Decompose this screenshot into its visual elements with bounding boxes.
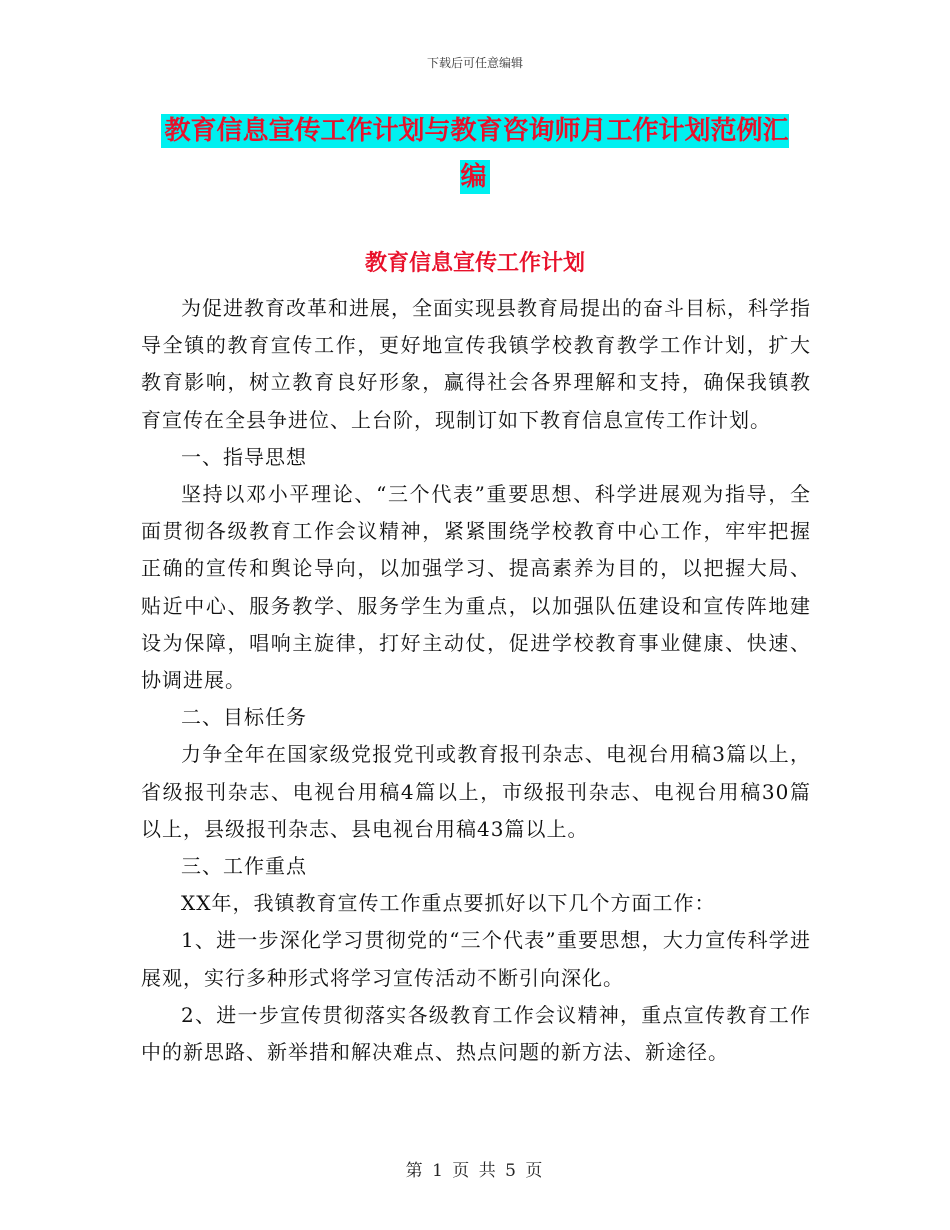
- paragraph-target-tasks: 力争全年在国家级党报党刊或教育报刊杂志、电视台用稿3篇以上，省级报刊杂志、电视台用稿4篇以上，市级报刊杂志、电视台用稿30篇以上，县级报刊杂志、县电视台用稿43篇以上。: [141, 742, 811, 841]
- page-number: 第 1 页 共 5 页: [405, 1161, 545, 1181]
- document-title: [150, 108, 800, 200]
- heading-work-focus: 三、工作重点: [181, 854, 307, 879]
- list-item-focus-2: 2、进一步宣传贯彻落实各级教育工作会议精神，重点宣传教育工作中的新思路、新举措和解决难点、热点问题的新方法、新途径。: [141, 1002, 811, 1065]
- heading-guiding-ideology: 一、指导思想: [181, 444, 307, 469]
- document-body: [141, 290, 811, 1071]
- paragraph-work-focus-intro: XX年，我镇教育宣传工作重点要抓好以下几个方面工作：: [181, 891, 716, 916]
- document-title-text: 教育信息宣传工作计划与教育咨询师月工作计划范例汇编: [161, 114, 788, 194]
- paragraph-guiding-ideology: 坚持以邓小平理论、“三个代表”重要思想、科学进展观为指导，全面贯彻各级教育工作会议精神，紧紧围绕学校教育中心工作，牢牢把握正确的宣传和舆论导向，以加强学习、提高素养为目的，以把握大局、贴近中心、服务教学、服务学生为重点，以加强队伍建设和宣传阵地建设为保障，唱响主旋律，打好主动仗，促进学校教育事业健康、快速、协调进展。: [141, 482, 811, 693]
- list-item-focus-1: 1、进一步深化学习贯彻党的“三个代表”重要思想，大力宣传科学进展观，实行多种形式将学习宣传活动不断引向深化。: [141, 928, 811, 990]
- paragraph-intro: 为促进教育改革和进展，全面实现县教育局提出的奋斗目标，科学指导全镇的教育宣传工作，更好地宣传我镇学校教育教学工作计划，扩大教育影响，树立教育良好形象，赢得社会各界理解和支持，确保我镇教育宣传在全县争进位、上台阶，现制订如下教育信息宣传工作计划。: [141, 296, 811, 432]
- header-note: 下载后可任意编辑: [426, 56, 523, 70]
- section-title: 教育信息宣传工作计划: [364, 251, 585, 276]
- heading-target-tasks: 二、目标任务: [181, 705, 307, 730]
